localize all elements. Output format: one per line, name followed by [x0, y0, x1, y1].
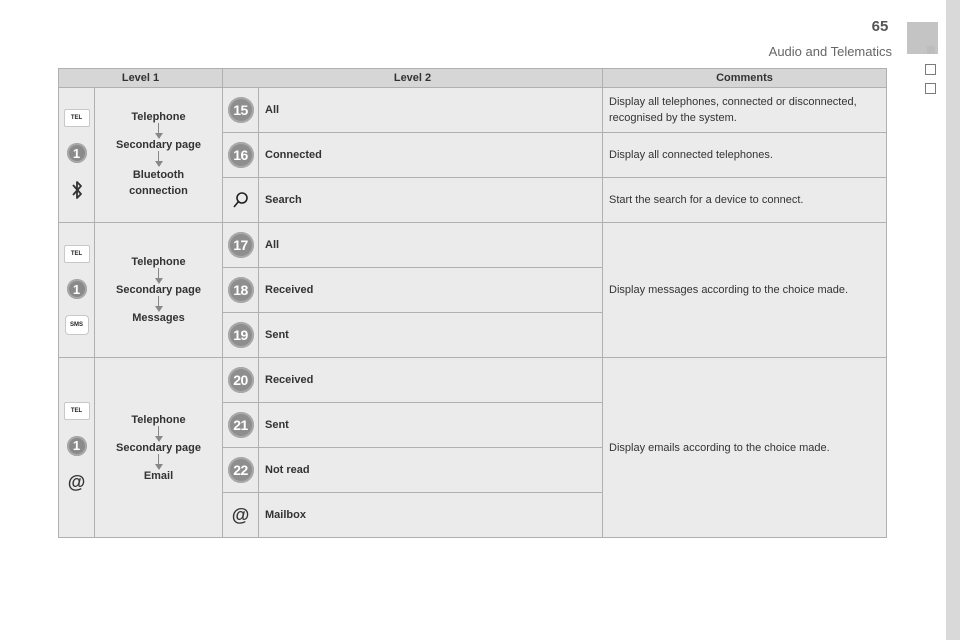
arrow-down-icon	[154, 426, 164, 442]
col-header-level2: Level 2	[223, 69, 603, 88]
table-row	[59, 358, 887, 403]
option-label: Connected	[259, 133, 603, 178]
badge-22: 22	[228, 457, 254, 483]
path-secondary-page: Secondary page	[116, 139, 201, 151]
col-header-level1: Level 1	[59, 69, 223, 88]
option-label: Received	[259, 358, 603, 403]
option-label: Sent	[259, 403, 603, 448]
option-comment: Display all telephones, connected or disconnected, recognised by the system.	[603, 88, 887, 133]
arrow-down-icon	[154, 151, 164, 167]
side-marker-active	[927, 46, 935, 54]
menu-table	[58, 68, 887, 538]
tel-icon: TEL	[64, 245, 90, 263]
bluetooth-icon	[66, 179, 88, 201]
path-telephone: Telephone	[131, 256, 186, 268]
badge-15: 15	[228, 97, 254, 123]
arrow-down-icon	[154, 123, 164, 139]
badge-19: 19	[228, 322, 254, 348]
badge-20: 20	[228, 367, 254, 393]
page-number: 65	[871, 18, 889, 35]
tel-icon: TEL	[64, 402, 90, 420]
at-icon: @	[67, 472, 86, 492]
col-header-comments: Comments	[603, 69, 887, 88]
path-telephone: Telephone	[131, 111, 186, 123]
table-row	[59, 223, 887, 268]
badge-17: 17	[228, 232, 254, 258]
path-telephone: Telephone	[131, 413, 186, 426]
option-label: Sent	[259, 313, 603, 358]
option-comment: Display emails according to the choice made.	[603, 358, 887, 538]
side-marker	[925, 83, 936, 94]
table-row	[59, 88, 887, 133]
path-secondary-page: Secondary page	[116, 441, 201, 454]
option-comment: Display messages according to the choice made.	[603, 223, 887, 358]
option-label: Search	[259, 178, 603, 223]
option-label: All	[259, 88, 603, 133]
tel-icon: TEL	[64, 109, 90, 127]
option-label: Received	[259, 268, 603, 313]
level1-path	[95, 358, 223, 538]
option-label: Mailbox	[259, 493, 603, 538]
option-comment: Start the search for a device to connect.	[603, 178, 887, 223]
level1-icons	[59, 223, 95, 358]
badge-16: 16	[228, 142, 254, 168]
side-marker	[925, 64, 936, 75]
path-bluetooth: Bluetooth connection	[129, 169, 188, 197]
level1-icons	[59, 358, 95, 538]
level1-path	[95, 88, 223, 223]
path-messages: Messages	[132, 312, 185, 324]
badge-21: 21	[228, 412, 254, 438]
option-comment: Display all connected telephones.	[603, 133, 887, 178]
arrow-down-icon	[154, 454, 164, 470]
at-icon: @	[231, 504, 250, 525]
path-secondary-page: Secondary page	[116, 284, 201, 296]
arrow-down-icon	[154, 296, 164, 312]
knob-icon: 1	[67, 279, 87, 299]
option-label: All	[259, 223, 603, 268]
arrow-down-icon	[154, 268, 164, 284]
knob-icon: 1	[67, 143, 87, 163]
knob-icon: 1	[67, 436, 87, 456]
level1-icons	[59, 88, 95, 223]
side-strip	[946, 0, 960, 640]
path-email: Email	[143, 469, 174, 482]
search-icon	[230, 189, 252, 211]
section-title: Audio and Telematics	[768, 44, 892, 59]
badge-18: 18	[228, 277, 254, 303]
level1-path	[95, 223, 223, 358]
option-label: Not read	[259, 448, 603, 493]
sms-icon: SMS	[65, 315, 89, 335]
